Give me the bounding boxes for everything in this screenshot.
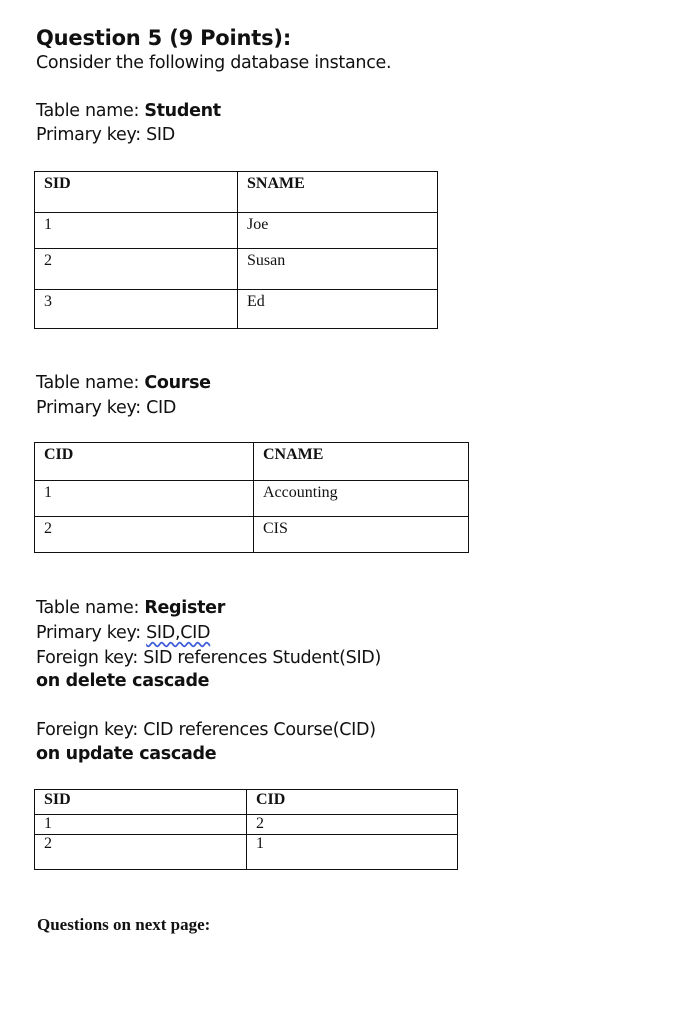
register-fk2-rule: on update cascade bbox=[36, 744, 217, 764]
question-title: Question 5 (9 Points): bbox=[36, 26, 292, 50]
primary-key-prefix: Primary key: bbox=[36, 623, 147, 643]
column-header: SID bbox=[35, 172, 238, 213]
table-row bbox=[35, 835, 458, 870]
table-row bbox=[35, 815, 458, 835]
table-cell: Ed bbox=[238, 290, 438, 329]
student-table-name: Student bbox=[144, 101, 221, 121]
table-name-prefix: Table name: bbox=[36, 101, 145, 121]
column-header: SID bbox=[35, 790, 247, 815]
table-cell: 1 bbox=[35, 213, 238, 249]
table-row bbox=[35, 290, 438, 329]
course-table-name: Course bbox=[144, 373, 211, 393]
footer-note: Questions on next page: bbox=[37, 915, 211, 934]
table-cell: Susan bbox=[238, 249, 438, 290]
question-intro: Consider the following database instance. bbox=[36, 53, 392, 73]
register-table-name-line bbox=[36, 598, 225, 618]
table-name-prefix: Table name: bbox=[36, 373, 145, 393]
table-header-row bbox=[35, 172, 438, 213]
register-primary-key-line bbox=[36, 623, 210, 643]
register-table bbox=[34, 789, 458, 870]
table-name-prefix: Table name: bbox=[36, 598, 145, 618]
column-header: SNAME bbox=[238, 172, 438, 213]
table-cell: 1 bbox=[35, 815, 247, 835]
student-primary-key: Primary key: SID bbox=[36, 125, 175, 145]
column-header: CID bbox=[247, 790, 458, 815]
table-cell: 2 bbox=[35, 835, 247, 870]
register-fk1-rule: on delete cascade bbox=[36, 671, 210, 691]
student-table-name-line bbox=[36, 101, 221, 121]
table-cell: 2 bbox=[247, 815, 458, 835]
table-cell: CIS bbox=[254, 517, 469, 553]
table-row bbox=[35, 481, 469, 517]
table-row bbox=[35, 517, 469, 553]
table-header-row bbox=[35, 443, 469, 481]
register-primary-key-value: SID,CID bbox=[146, 623, 211, 643]
table-cell: 2 bbox=[35, 249, 238, 290]
column-header: CNAME bbox=[254, 443, 469, 481]
table-row bbox=[35, 249, 438, 290]
course-primary-key: Primary key: CID bbox=[36, 398, 177, 418]
table-cell: Joe bbox=[238, 213, 438, 249]
table-row bbox=[35, 213, 438, 249]
register-foreign-key-1: Foreign key: SID references Student(SID) bbox=[36, 648, 382, 668]
table-cell: Accounting bbox=[254, 481, 469, 517]
register-foreign-key-2: Foreign key: CID references Course(CID) bbox=[36, 720, 376, 740]
table-cell: 3 bbox=[35, 290, 238, 329]
table-cell: 2 bbox=[35, 517, 254, 553]
course-table bbox=[34, 442, 469, 553]
student-table bbox=[34, 171, 438, 329]
column-header: CID bbox=[35, 443, 254, 481]
course-table-name-line bbox=[36, 373, 211, 393]
table-header-row bbox=[35, 790, 458, 815]
register-table-name: Register bbox=[144, 598, 226, 618]
table-cell: 1 bbox=[247, 835, 458, 870]
table-cell: 1 bbox=[35, 481, 254, 517]
